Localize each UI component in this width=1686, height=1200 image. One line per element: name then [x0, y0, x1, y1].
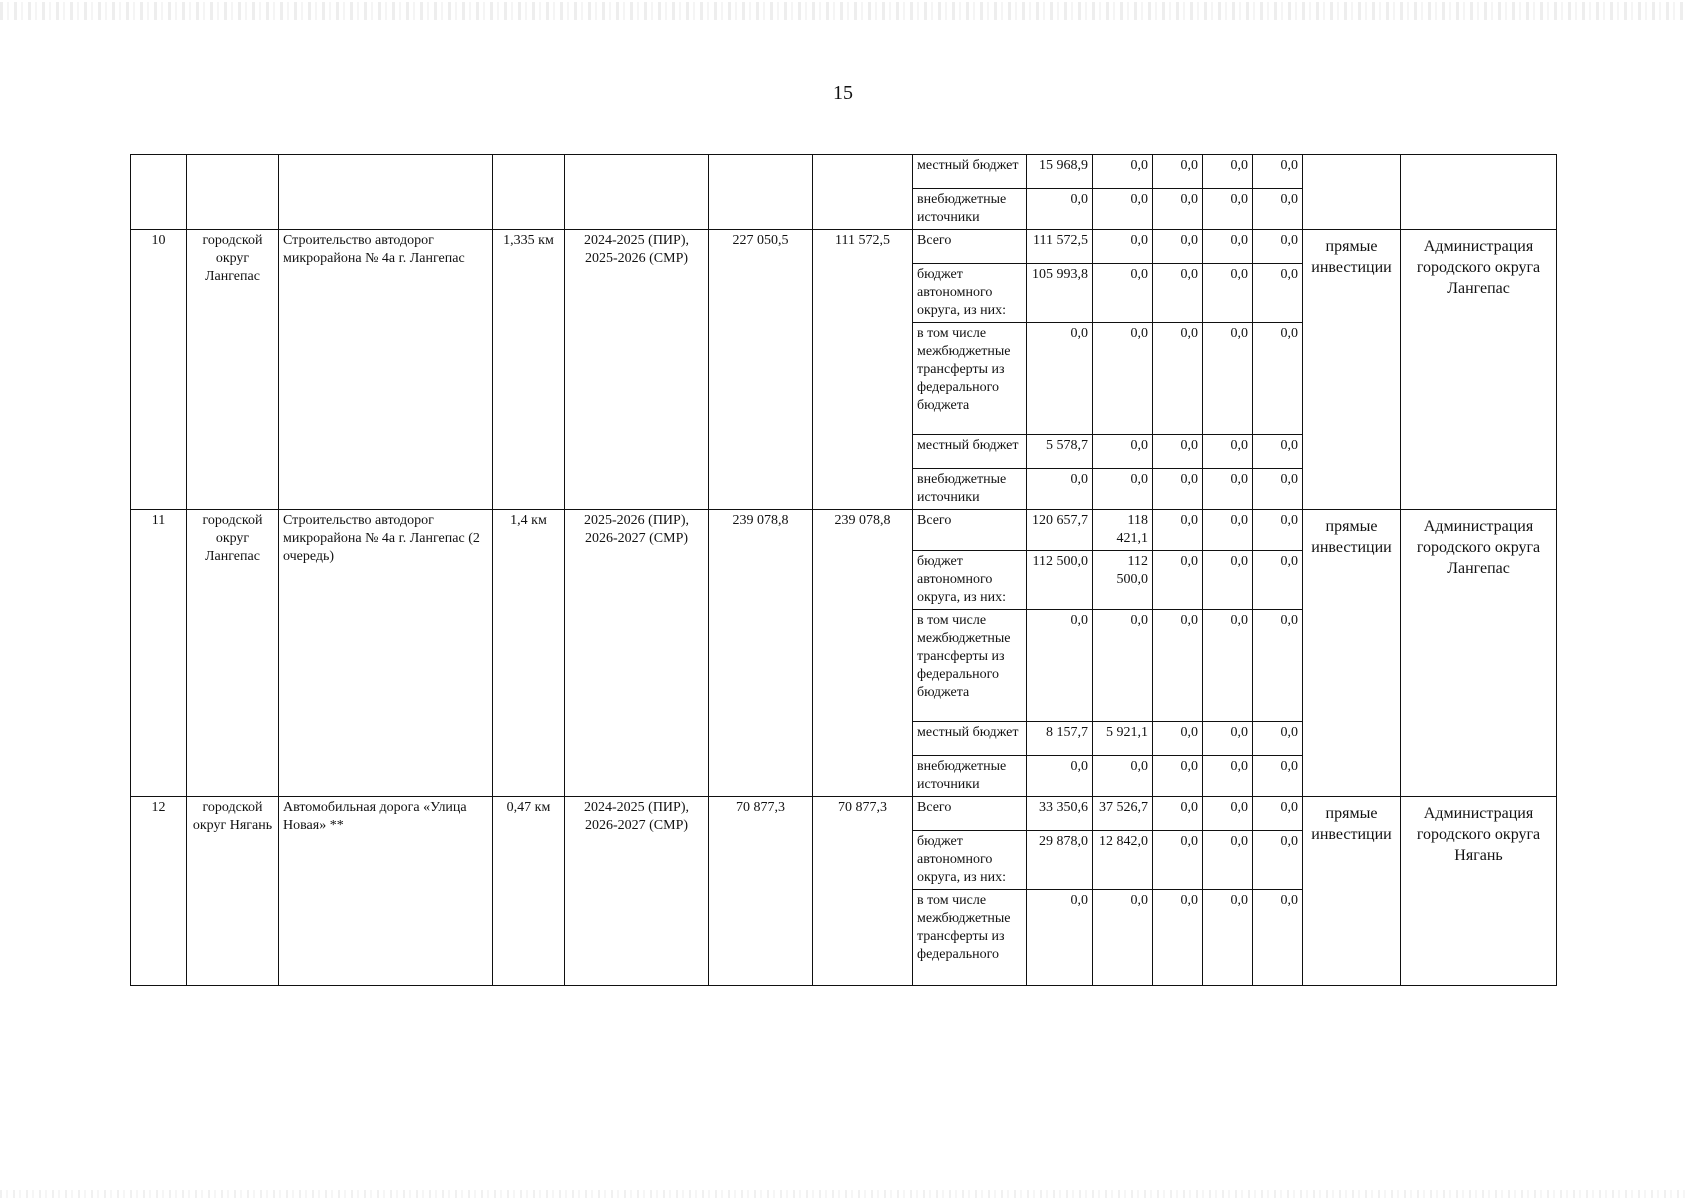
investment-table [130, 154, 1557, 986]
empty-cell [131, 155, 187, 230]
value-cell: 0,0 [1203, 230, 1253, 264]
customer-cell: Администрация городского округа Нягань [1401, 797, 1557, 986]
value-cell: 0,0 [1093, 435, 1153, 469]
value-cell: 0,0 [1253, 831, 1303, 890]
value-cell: 0,0 [1253, 435, 1303, 469]
customer-cell: Администрация городского округа Лангепас [1401, 230, 1557, 510]
value-cell: 0,0 [1093, 469, 1153, 510]
value-cell: 0,0 [1253, 323, 1303, 435]
value-cell: 0,0 [1093, 230, 1153, 264]
funding-source-label: в том числе межбюджетные трансферты из федерального бюджета [913, 323, 1027, 435]
value-cell: 5 578,7 [1027, 435, 1093, 469]
value-cell: 0,0 [1153, 264, 1203, 323]
row-number: 12 [131, 797, 187, 986]
remaining-cost-cell: 70 877,3 [813, 797, 913, 986]
value-cell: 0,0 [1253, 189, 1303, 230]
value-cell: 0,0 [1203, 189, 1253, 230]
value-cell: 0,0 [1093, 155, 1153, 189]
investment-form-cell: прямые инвестиции [1303, 797, 1401, 986]
funding-source-label: местный бюджет [913, 435, 1027, 469]
value-cell: 0,0 [1093, 189, 1153, 230]
funding-source-label: в том числе межбюджетные трансферты из федерального [913, 890, 1027, 986]
value-cell: 0,0 [1027, 323, 1093, 435]
funding-source-label: внебюджетные источники [913, 189, 1027, 230]
value-cell: 0,0 [1153, 230, 1203, 264]
funding-source-label: внебюджетные источники [913, 756, 1027, 797]
remaining-cost-cell: 239 078,8 [813, 510, 913, 797]
value-cell: 0,0 [1203, 155, 1253, 189]
municipality-cell: городской округ Нягань [187, 797, 279, 986]
value-cell: 0,0 [1027, 610, 1093, 722]
value-cell: 0,0 [1203, 831, 1253, 890]
funding-source-label: бюджет автономного округа, из них: [913, 551, 1027, 610]
capacity-cell: 1,4 км [493, 510, 565, 797]
empty-cell [709, 155, 813, 230]
value-cell: 0,0 [1027, 890, 1093, 986]
capacity-cell: 1,335 км [493, 230, 565, 510]
capacity-cell: 0,47 км [493, 797, 565, 986]
value-cell: 0,0 [1203, 469, 1253, 510]
value-cell: 8 157,7 [1027, 722, 1093, 756]
value-cell: 0,0 [1027, 189, 1093, 230]
empty-cell [279, 155, 493, 230]
table-row [131, 230, 1557, 264]
remaining-cost-cell: 111 572,5 [813, 230, 913, 510]
object-name-cell: Строительство автодорог микрорайона № 4а г. Лангепас [279, 230, 493, 510]
value-cell: 0,0 [1253, 756, 1303, 797]
funding-source-label: Всего [913, 510, 1027, 551]
value-cell: 0,0 [1253, 155, 1303, 189]
value-cell: 33 350,6 [1027, 797, 1093, 831]
funding-source-label: Всего [913, 797, 1027, 831]
value-cell: 0,0 [1253, 469, 1303, 510]
value-cell: 0,0 [1253, 890, 1303, 986]
table-row [131, 797, 1557, 831]
estimated-cost-cell: 227 050,5 [709, 230, 813, 510]
value-cell: 0,0 [1153, 831, 1203, 890]
value-cell: 0,0 [1153, 890, 1203, 986]
municipality-cell: городской округ Лангепас [187, 510, 279, 797]
estimated-cost-cell: 239 078,8 [709, 510, 813, 797]
value-cell: 0,0 [1203, 722, 1253, 756]
value-cell: 0,0 [1253, 722, 1303, 756]
value-cell: 112 500,0 [1093, 551, 1153, 610]
value-cell: 118 421,1 [1093, 510, 1153, 551]
value-cell: 0,0 [1153, 435, 1203, 469]
value-cell: 0,0 [1153, 323, 1203, 435]
value-cell: 0,0 [1093, 610, 1153, 722]
funding-source-label: в том числе межбюджетные трансферты из федерального бюджета [913, 610, 1027, 722]
value-cell: 0,0 [1253, 797, 1303, 831]
object-name-cell: Строительство автодорог микрорайона № 4а г. Лангепас (2 очередь) [279, 510, 493, 797]
funding-source-label: местный бюджет [913, 722, 1027, 756]
value-cell: 37 526,7 [1093, 797, 1153, 831]
empty-cell [565, 155, 709, 230]
value-cell: 0,0 [1153, 189, 1203, 230]
value-cell: 105 993,8 [1027, 264, 1093, 323]
customer-cell: Администрация городского округа Лангепас [1401, 510, 1557, 797]
period-cell: 2024-2025 (ПИР), 2026-2027 (СМР) [565, 797, 709, 986]
row-number: 10 [131, 230, 187, 510]
empty-cell [187, 155, 279, 230]
value-cell: 0,0 [1153, 756, 1203, 797]
value-cell: 0,0 [1203, 551, 1253, 610]
value-cell: 0,0 [1253, 230, 1303, 264]
value-cell: 0,0 [1093, 890, 1153, 986]
investment-form-cell: прямые инвестиции [1303, 230, 1401, 510]
value-cell: 0,0 [1027, 756, 1093, 797]
empty-cell [1401, 155, 1557, 230]
value-cell: 12 842,0 [1093, 831, 1153, 890]
value-cell: 0,0 [1253, 264, 1303, 323]
value-cell: 0,0 [1203, 435, 1253, 469]
funding-source-label: Всего [913, 230, 1027, 264]
value-cell: 5 921,1 [1093, 722, 1153, 756]
table-row [131, 155, 1557, 189]
empty-cell [813, 155, 913, 230]
value-cell: 0,0 [1153, 797, 1203, 831]
value-cell: 29 878,0 [1027, 831, 1093, 890]
value-cell: 0,0 [1203, 264, 1253, 323]
value-cell: 0,0 [1253, 551, 1303, 610]
value-cell: 0,0 [1153, 722, 1203, 756]
value-cell: 0,0 [1093, 264, 1153, 323]
funding-source-label: местный бюджет [913, 155, 1027, 189]
value-cell: 0,0 [1153, 510, 1203, 551]
value-cell: 0,0 [1153, 551, 1203, 610]
row-number: 11 [131, 510, 187, 797]
funding-source-label: внебюджетные источники [913, 469, 1027, 510]
value-cell: 15 968,9 [1027, 155, 1093, 189]
value-cell: 0,0 [1093, 756, 1153, 797]
value-cell: 0,0 [1093, 323, 1153, 435]
scan-edge-bottom [0, 1190, 1686, 1198]
estimated-cost-cell: 70 877,3 [709, 797, 813, 986]
value-cell: 0,0 [1203, 890, 1253, 986]
period-cell: 2024-2025 (ПИР), 2025-2026 (СМР) [565, 230, 709, 510]
empty-cell [493, 155, 565, 230]
value-cell: 0,0 [1027, 469, 1093, 510]
value-cell: 0,0 [1153, 469, 1203, 510]
funding-source-label: бюджет автономного округа, из них: [913, 264, 1027, 323]
value-cell: 0,0 [1203, 797, 1253, 831]
value-cell: 0,0 [1253, 610, 1303, 722]
value-cell: 0,0 [1203, 610, 1253, 722]
value-cell: 0,0 [1153, 155, 1203, 189]
page-number: 15 [833, 82, 853, 104]
table-row [131, 510, 1557, 551]
investment-form-cell: прямые инвестиции [1303, 510, 1401, 797]
scan-edge-top [0, 2, 1686, 20]
value-cell: 112 500,0 [1027, 551, 1093, 610]
value-cell: 120 657,7 [1027, 510, 1093, 551]
value-cell: 111 572,5 [1027, 230, 1093, 264]
value-cell: 0,0 [1203, 756, 1253, 797]
value-cell: 0,0 [1203, 323, 1253, 435]
value-cell: 0,0 [1253, 510, 1303, 551]
value-cell: 0,0 [1203, 510, 1253, 551]
period-cell: 2025-2026 (ПИР), 2026-2027 (СМР) [565, 510, 709, 797]
funding-source-label: бюджет автономного округа, из них: [913, 831, 1027, 890]
municipality-cell: городской округ Лангепас [187, 230, 279, 510]
empty-cell [1303, 155, 1401, 230]
object-name-cell: Автомобильная дорога «Улица Новая» ** [279, 797, 493, 986]
value-cell: 0,0 [1153, 610, 1203, 722]
